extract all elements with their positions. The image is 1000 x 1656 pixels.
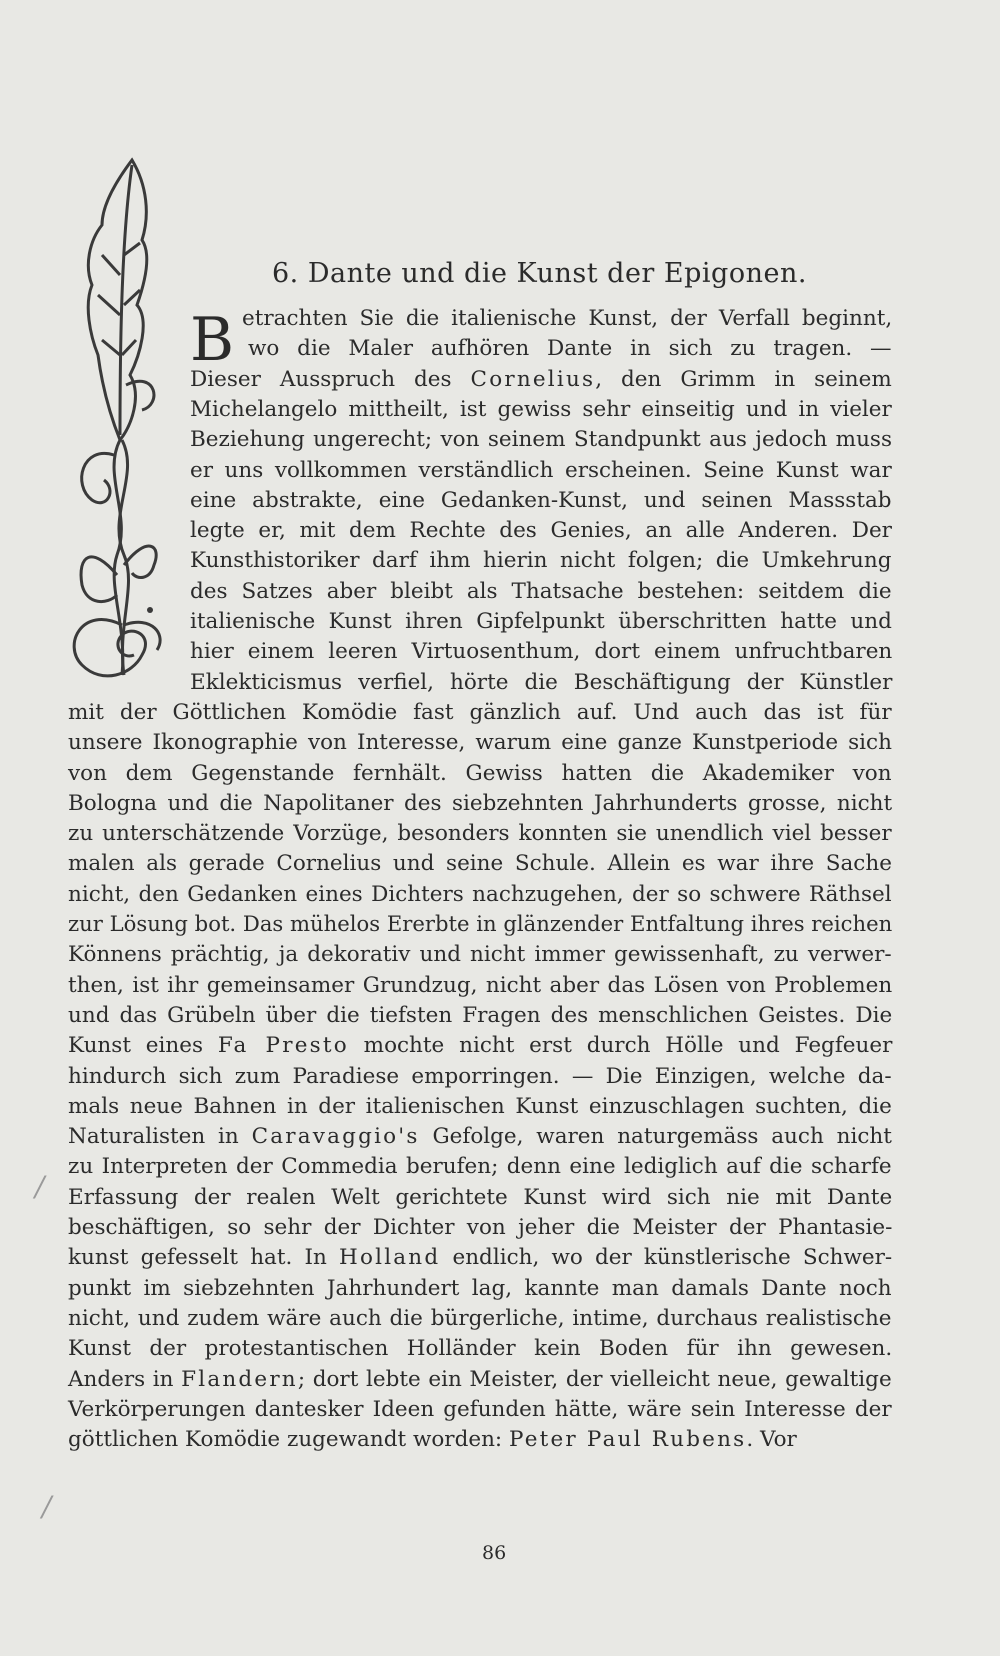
text-line (68, 1032, 892, 1060)
text-line (68, 1366, 892, 1394)
text-line (68, 1184, 892, 1212)
text-line (68, 941, 892, 969)
text-segment: zu unterschätzende Vorzüge, besonders konnten sie unendlich viel besser (68, 821, 892, 847)
text-line (68, 699, 892, 727)
text-line (68, 1396, 892, 1424)
text-segment: er uns vollkommen verständlich erscheinen. Seine Kunst war (190, 457, 892, 483)
text-line (68, 820, 892, 848)
chapter-title: 6. Dante und die Kunst der Epigonen. (272, 258, 807, 289)
text-segment: Erfassung der realen Welt gerichtete Kunst wird sich nie mit Dante (68, 1184, 893, 1210)
text-segment: eine abstrakte, eine Gedanken-Kunst, und seinen Massstab (190, 487, 892, 513)
emphasized-name: Peter Paul Rubens (509, 1427, 747, 1453)
text-segment: Naturalisten in (68, 1124, 252, 1150)
text-line (190, 366, 892, 394)
text-segment: etrachten Sie die italienische Kunst, der Verfall beginnt, (242, 306, 893, 331)
text-segment: , den Grimm in seinem (595, 366, 892, 392)
text-segment: . Vor (746, 1427, 797, 1453)
text-line (68, 729, 892, 757)
text-line (190, 487, 892, 515)
text-line (190, 517, 892, 545)
text-segment: hier einem leeren Virtuosenthum, dort einem unfruchtbaren (190, 639, 893, 665)
text-segment: italienische Kunst ihren Gipfelpunkt überschritten hatte und (190, 609, 892, 634)
text-line (190, 457, 892, 485)
text-segment: des Satzes aber bleibt als Thatsache bestehen: seitdem die (190, 578, 892, 604)
text-segment: Gefolge, waren naturgemäss auch nicht (419, 1124, 892, 1150)
text-segment: und das Grübeln über die tiefsten Fragen des menschlichen Geistes. Die (68, 1002, 893, 1028)
text-line (68, 790, 892, 818)
text-segment: Bologna und die Napolitaner des siebzehnten Jahrhunderts grosse, nicht (68, 790, 893, 816)
text-line (190, 669, 892, 697)
text-segment: kunst gefesselt hat. In (68, 1245, 340, 1271)
text-segment: beschäftigen, so sehr der Dichter von jeher die Meister der Phantasie- (68, 1215, 893, 1240)
text-segment: unsere Ikonographie von Interesse, warum eine ganze Kunstperiode sich (68, 730, 892, 756)
text-line (190, 608, 892, 636)
text-segment: hindurch sich zum Paradiese emporringen. — Die Einzigen, welche da- (68, 1063, 892, 1089)
text-segment: göttlichen Komödie zugewandt worden: (68, 1427, 509, 1453)
text-line (68, 1153, 892, 1181)
text-segment: Kunst der protestantischen Holländer kein Boden für ihn gewesen. (68, 1336, 893, 1362)
text-segment: then, ist ihr gemeinsamer Grundzug, nicht aber das Lösen von Problemen (68, 972, 893, 998)
text-line (68, 1244, 892, 1272)
text-segment: malen als gerade Cornelius und seine Schule. Allein es war ihre Sache (68, 851, 892, 877)
text-segment: nicht, den Gedanken eines Dichters nachzugehen, der so schwere Räthsel (68, 881, 892, 907)
page-number: 86 (482, 1542, 507, 1564)
text-segment: Könnens prächtig, ja dekorativ und nicht immer gewissenhaft, zu verwer- (68, 942, 892, 968)
text-segment: Kunsthistoriker darf ihm hierin nicht folgen; die Umkehrung (190, 548, 892, 574)
margin-mark: / (42, 1490, 52, 1523)
decorative-acanthus-ornament (62, 155, 170, 715)
text-line (68, 881, 892, 909)
text-segment: wo die Maler aufhören Dante in sich zu tragen. — (248, 336, 892, 362)
text-line (242, 305, 892, 333)
text-line (68, 1275, 892, 1303)
text-line (68, 911, 892, 939)
text-segment: punkt im siebzehnten Jahrhundert lag, kannte man damals Dante noch (68, 1275, 892, 1301)
emphasized-name: Holland (339, 1245, 441, 1271)
text-line (190, 547, 892, 575)
text-line (190, 396, 892, 424)
text-line (68, 850, 892, 878)
text-segment: Eklekticismus verfiel, hörte die Beschäftigung der Künstler (190, 669, 893, 695)
text-segment: mit der Göttlichen Komödie fast gänzlich auf. Und auch das ist für (68, 699, 892, 725)
text-line (68, 1426, 797, 1454)
text-line (68, 1305, 892, 1333)
text-segment: endlich, wo der künstlerische Schwer- (440, 1245, 893, 1271)
emphasized-name: Flandern (181, 1366, 298, 1392)
text-line (190, 578, 892, 606)
text-line (68, 1335, 892, 1363)
text-segment: Michelangelo mittheilt, ist gewiss sehr einseitig und in vieler (190, 396, 892, 422)
margin-mark: / (35, 1170, 45, 1203)
text-line (68, 1123, 892, 1151)
text-segment: legte er, mit dem Rechte des Genies, an alle Anderen. Der (190, 518, 892, 544)
text-segment: Dieser Ausspruch des (190, 366, 471, 392)
text-segment: mals neue Bahnen in der italienischen Kunst einzuschlagen suchten, die (68, 1093, 892, 1119)
text-segment: Kunst eines (68, 1033, 218, 1059)
text-segment: Verkörperungen dantesker Ideen gefunden hätte, wäre sein Interesse der (68, 1396, 892, 1422)
drop-cap: B (190, 305, 235, 375)
text-line (190, 426, 892, 454)
text-line (68, 1063, 892, 1091)
text-line (190, 638, 892, 666)
text-line (68, 1214, 892, 1242)
text-line (248, 335, 892, 363)
text-line (68, 972, 892, 1000)
text-line (68, 1002, 892, 1030)
text-segment: zu Interpreten der Commedia berufen; denn eine lediglich auf die scharfe (68, 1154, 892, 1180)
text-line (68, 760, 892, 788)
text-segment: von dem Gegenstande fernhält. Gewiss hatten die Akademiker von (68, 760, 892, 786)
text-segment: ; dort lebte ein Meister, der vielleicht neue, gewaltige (297, 1366, 892, 1392)
emphasized-name: Caravaggio's (251, 1124, 420, 1150)
text-line (68, 1093, 892, 1121)
text-segment: Beziehung ungerecht; von seinem Standpunkt aus jedoch muss (190, 427, 892, 453)
text-segment: Anders in (68, 1366, 182, 1392)
text-segment: nicht, und zudem wäre auch die bürgerliche, intime, durchaus realistische (68, 1305, 892, 1331)
emphasized-name: Fa Presto (217, 1033, 349, 1059)
emphasized-name: Cornelius (470, 366, 596, 392)
text-segment: zur Lösung bot. Das mühelos Ererbte in glänzender Entfaltung ihres reichen (68, 912, 893, 937)
text-segment: mochte nicht erst durch Hölle und Fegfeuer (348, 1033, 893, 1059)
